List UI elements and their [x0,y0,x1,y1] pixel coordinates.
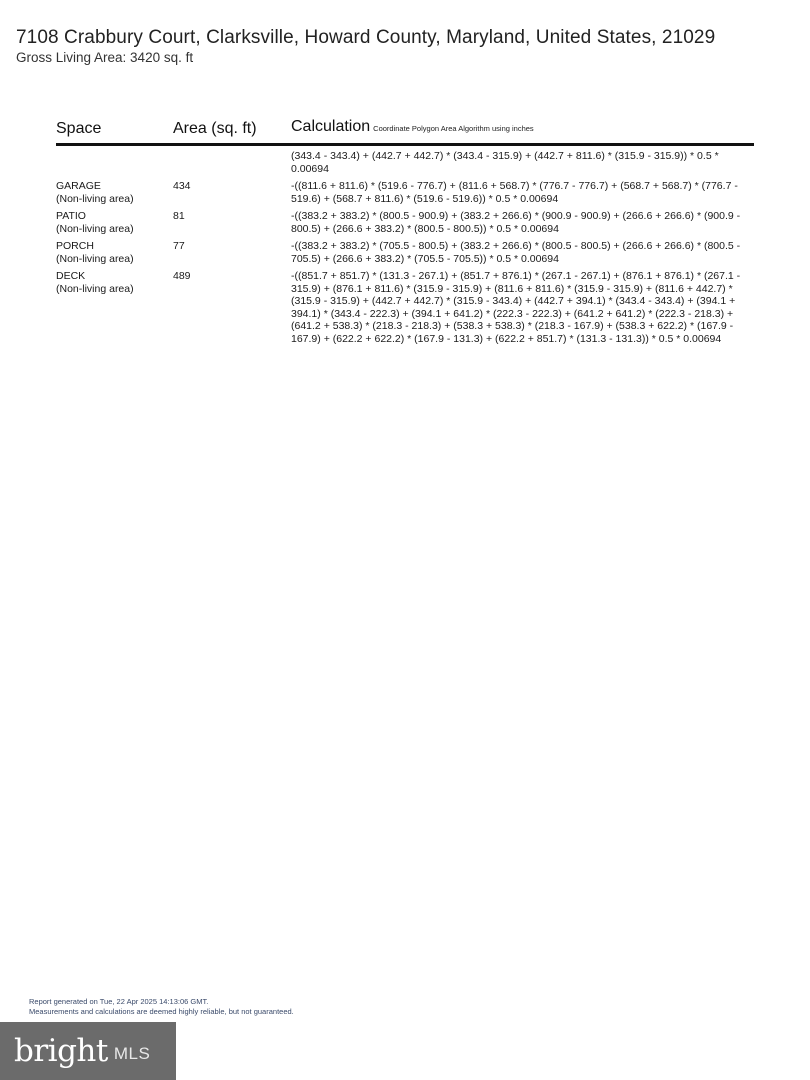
row-space [56,240,173,265]
report-header [16,26,794,66]
row-area: 77 [173,240,185,252]
row-space [56,210,173,235]
row-calculation: -((811.6 + 811.6) * (519.6 - 776.7) + (811.6 + 568.7) * (776.7 - 776.7) + (568.7 + 568.7) * (776.7 - 519.6) + (568.7 + 811.6) * (519.6 - 519.6)) * 0.5 * 0.00694 [291,180,738,205]
property-address: 7108 Crabbury Court, Clarksville, Howard County, Maryland, United States, 21029 [16,27,716,48]
column-header-calculation-note: Coordinate Polygon Area Algorithm using inches [373,124,534,133]
row-space-type: (Non-living area) [56,222,134,235]
row-calculation: -((383.2 + 383.2) * (705.5 - 800.5) + (383.2 + 266.6) * (800.5 - 800.5) + (266.6 + 266.6) * (800.5 - 705.5) + (266.6 + 383.2) * (705.5 - 705.5)) * 0.5 * 0.00694 [291,240,741,265]
row-calculation: -((851.7 + 851.7) * (131.3 - 267.1) + (851.7 + 876.1) * (267.1 - 267.1) + (876.1 + 876.1) * (267.1 - 315.9) + (876.1 + 811.6) * (315.9 - 315.9) + (811.6 + 811.6) * (315.9 - 315.9) + (811.6 + 442.7) * (315.9 - 315.9) + (442.7 + 442.7) * (315.9 - 343.4) + (442.7 + 394.1) * (343.4 - 343.4) + (394.1 + 394.1) * (343.4 - 222.3) + (394.1 + 641.2) * (222.3 - 222.3) + (641.2 + 641.2) * (222.3 - 218.3) + (641.2 + 538.3) * (218.3 - 218.3) + (538.3 + 538.3) * (218.3 - 167.9) + (538.3 + 622.2) * (167.9 - 167.9) + (622.2 + 622.2) * (167.9 - 131.3) + (622.2 + 851.7) * (131.3 - 131.3)) * 0.5 * 0.00694 [291,270,741,345]
report-disclaimer: Measurements and calculations are deemed highly reliable, but not guaranteed. [29,1007,294,1016]
row-space-type: (Non-living area) [56,252,134,265]
column-header-calculation [291,116,754,140]
table-row [56,266,754,346]
bright-mls-logo [0,1022,176,1080]
row-calculation: -((383.2 + 383.2) * (800.5 - 900.9) + (383.2 + 266.6) * (900.9 - 900.9) + (266.6 + 266.6) * (900.9 - 800.5) + (266.6 + 383.2) * (800.5 - 800.5)) * 0.5 * 0.00694 [291,210,741,235]
table-header [56,116,754,146]
row-space-type: (Non-living area) [56,192,134,205]
area-calculation-table [56,116,754,346]
column-header-calculation-label: Calculation [291,118,371,135]
table-row [56,146,754,176]
column-header-space: Space [56,120,102,137]
row-space-name: GARAGE [56,180,101,192]
row-area: 434 [173,180,191,192]
row-space-type: (Non-living area) [56,282,134,295]
table-row [56,176,754,206]
report-footer [29,997,294,1017]
brand-suffix: MLS [113,1044,151,1063]
table-row [56,236,754,266]
brand-name: bright [14,1033,108,1069]
row-calculation: (343.4 - 343.4) + (442.7 + 442.7) * (343.4 - 315.9) + (442.7 + 811.6) * (315.9 - 315.9)) * 0.5 * 0.00694 [291,150,719,175]
column-header-area: Area (sq. ft) [173,120,257,137]
gross-living-area: Gross Living Area: 3420 sq. ft [16,50,194,65]
row-area: 81 [173,210,185,222]
row-space [56,270,173,295]
row-space [56,180,173,205]
row-space-name: DECK [56,270,86,282]
report-generated-text: Report generated on Tue, 22 Apr 2025 14:13:06 GMT. [29,997,209,1006]
row-area: 489 [173,270,191,282]
table-row [56,206,754,236]
row-space-name: PATIO [56,210,86,222]
row-space-name: PORCH [56,240,94,252]
